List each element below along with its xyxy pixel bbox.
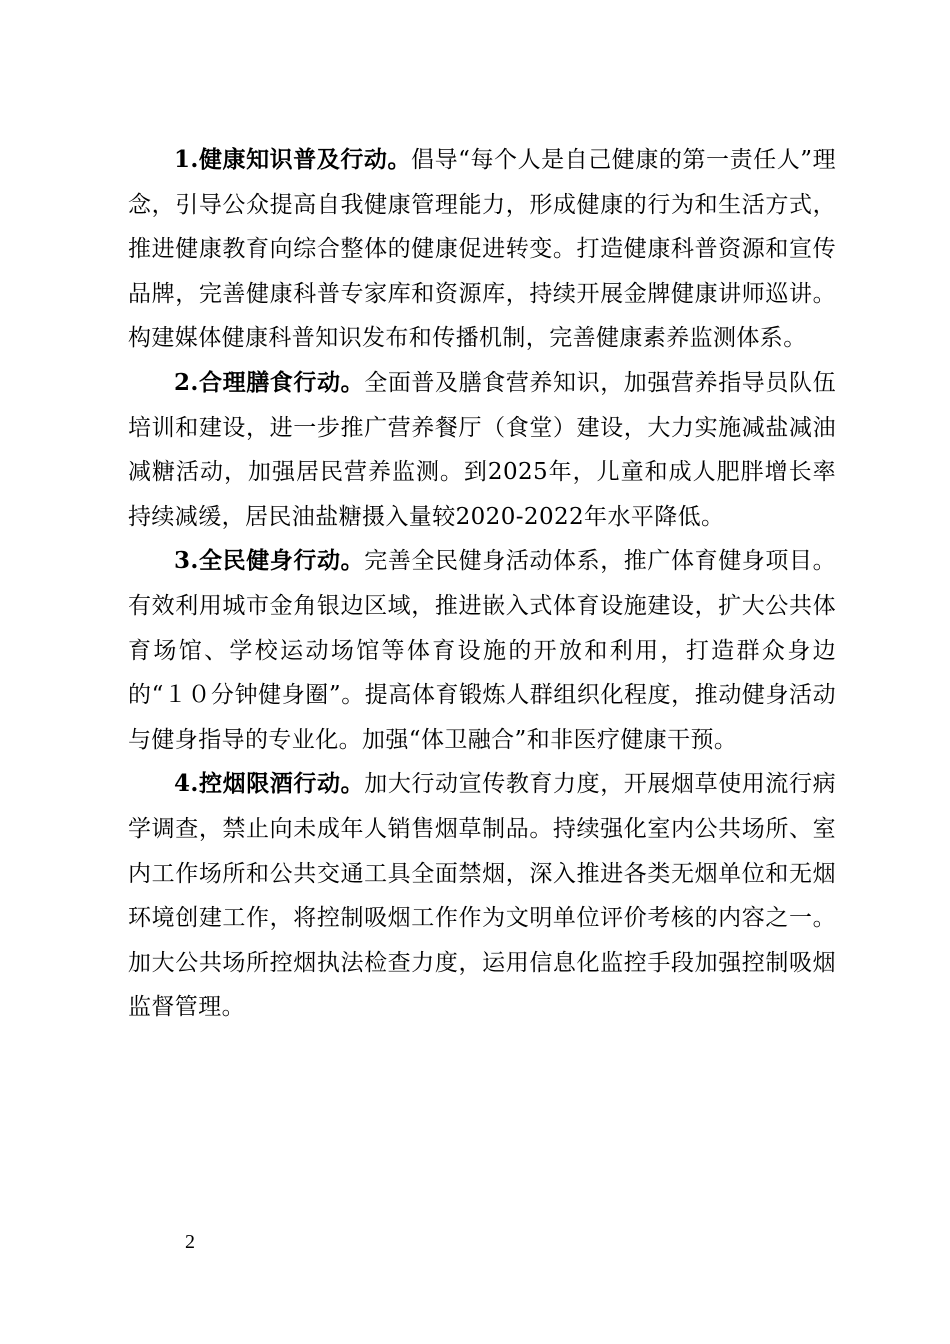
- paragraph-national-fitness: [128, 539, 836, 762]
- paragraph-body: 全面普及膳食营养知识，加强营养指导员队伍培训和建设，进一步推广营养餐厅（食堂）建设，大力实施减盐减油减糖活动，加强居民营养监测。到2025年，儿童和成人肥胖增长率持续减缓，居民油盐糖摄入量较2020-2022年水平降低。: [128, 369, 837, 530]
- paragraph-heading: 3.全民健身行动。: [174, 547, 365, 575]
- paragraph-heading: 2.合理膳食行动。: [174, 368, 365, 396]
- paragraph-body: 倡导“每个人是自己健康的第一责任人”理念，引导公众提高自我健康管理能力，形成健康的行为和生活方式，推进健康教育向综合整体的健康促进转变。打造健康科普资源和宣传品牌，完善健康科普专家库和资源库，持续开展金牌健康讲师巡讲。构建媒体健康科普知识发布和传播机制，完善健康素养监测体系。: [128, 147, 836, 352]
- document-body: [128, 138, 836, 1030]
- paragraph-heading: 4.控烟限酒行动。: [174, 770, 365, 798]
- paragraph-body: 加大行动宣传教育力度，开展烟草使用流行病学调查，禁止向未成年人销售烟草制品。持续强化室内公共场所、室内工作场所和公共交通工具全面禁烟，深入推进各类无烟单位和无烟环境创建工作，将控制吸烟工作作为文明单位评价考核的内容之一。加大公共场所控烟执法检查力度，运用信息化监控手段加强控制吸烟监督管理。: [128, 771, 837, 1021]
- paragraph-heading: 1.健康知识普及行动。: [174, 146, 412, 173]
- paragraph-health-knowledge: [128, 138, 836, 361]
- paragraph-tobacco-alcohol-control: [128, 762, 836, 1030]
- page-number: 2: [185, 1231, 195, 1253]
- paragraph-reasonable-diet: [128, 361, 836, 539]
- paragraph-body: 完善全民健身活动体系，推广体育健身项目。有效利用城市金角银边区域，推进嵌入式体育设施建设，扩大公共体育场馆、学校运动场馆等体育设施的开放和利用，打造群众身边的“１０分钟健身圈”。提高体育锻炼人群组织化程度，推动健身活动与健身指导的专业化。加强“体卫融合”和非医疗健康干预。: [128, 548, 837, 753]
